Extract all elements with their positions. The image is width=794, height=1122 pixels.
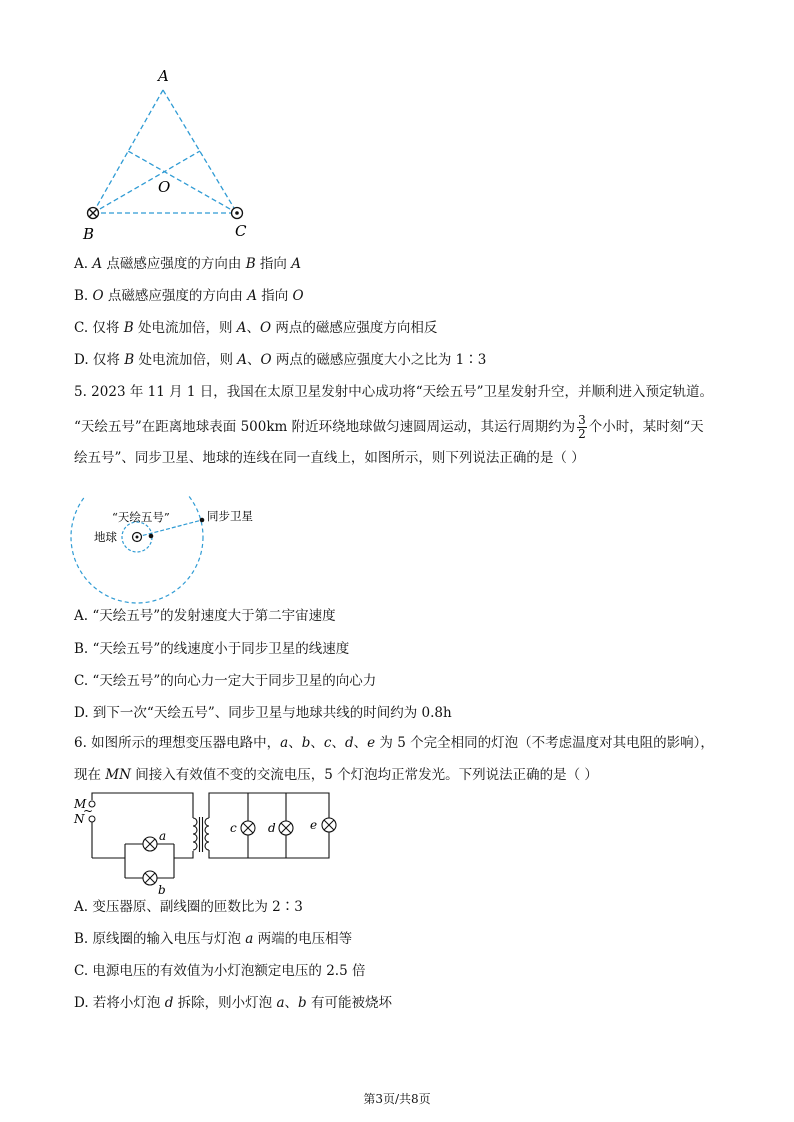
label-e: e (310, 818, 318, 832)
text-run: 、 (247, 352, 261, 368)
text-run: 为 5 个完全相同的灯泡（不考虑温度对其电阻的影响）， (375, 735, 714, 751)
tianhui-satellite-dot (149, 534, 154, 539)
text-run: 、 (284, 995, 299, 1011)
text-run: 点磁感应强度的方向由 (103, 288, 248, 304)
text-run: 指向 (255, 256, 292, 272)
label-d: d (268, 821, 276, 835)
text-run: 现在 (74, 767, 106, 783)
text-run: 、 (288, 735, 302, 751)
q5-line-3: 绘五号”、同步卫星、地球的连线在同一直线上，如图所示，则下列说法正确的是（ ） (74, 450, 585, 466)
label-B: B (83, 225, 95, 243)
text-run: 有可能被烧坏 (306, 995, 392, 1011)
q5-orbit-figure (70, 496, 290, 616)
label-sync-satellite: 同步卫星 (207, 509, 253, 523)
text-run: D. (74, 352, 89, 368)
lamp-c-icon (241, 821, 255, 835)
label-b: b (158, 883, 166, 896)
variable: a (245, 931, 254, 947)
text-run: A. (74, 256, 89, 272)
q5-line-2 (74, 414, 704, 441)
label-c: c (230, 821, 237, 835)
q4-option-b (74, 286, 304, 306)
variable: A (291, 256, 301, 272)
text-run: 仅将 (88, 320, 124, 336)
variable: b (301, 735, 311, 751)
lamp-a-icon (143, 837, 157, 851)
variable: B (245, 256, 256, 272)
q6-option-a (74, 897, 303, 917)
q5-line-2-post: 个小时，某时刻“天 (588, 419, 704, 435)
text-run: 两点的磁感应强度大小之比为 1∶3 (271, 352, 487, 368)
q6-option-c (74, 961, 365, 981)
label-earth: 地球 (94, 530, 117, 544)
variable: A (237, 352, 247, 368)
variable: c (323, 735, 332, 751)
text-run: A. 变压器原、副线圈的匝数比为 2∶3 (74, 899, 303, 915)
variable: A (92, 256, 103, 272)
text-run: B. 原线圈的输入电压与灯泡 (74, 931, 246, 947)
label-A: A (158, 67, 169, 85)
lamp-e-icon (322, 818, 336, 832)
variable: A (247, 288, 257, 304)
text-run: 、 (353, 735, 368, 751)
label-M: M (74, 797, 87, 811)
variable: MN (105, 767, 131, 783)
variable: e (367, 735, 376, 751)
variable: B (123, 320, 134, 336)
lamp-b-icon (143, 871, 157, 885)
lamp-d-icon (279, 821, 293, 835)
text-run: D. 若将小灯泡 (74, 995, 165, 1011)
text-run: 处电流加倍，则 (133, 320, 237, 336)
text-run: B. (74, 288, 89, 304)
label-a: a (159, 829, 167, 843)
text-run: 指向 (256, 288, 293, 304)
q6-line-1 (74, 733, 714, 753)
variable: a (276, 995, 285, 1011)
q5-line-2-pre: “天绘五号”在距离地球表面 500km 附近环绕地球做匀速圆周运动，其运行周期约为 (74, 419, 576, 435)
q6-option-b (74, 929, 352, 949)
variable: O (92, 288, 104, 304)
text-run: 6. 如图所示的理想变压器电路中， (74, 735, 281, 751)
variable: A (236, 320, 247, 336)
text-run: 、 (246, 320, 260, 336)
text-run: 拆除，则小灯泡 (173, 995, 277, 1011)
text-run: 两点的磁感应强度方向相反 (271, 320, 438, 336)
variable: O (260, 320, 272, 336)
q6-option-d (74, 993, 392, 1013)
page-footer: 第3页/共8页 (363, 1092, 431, 1106)
q5-option-b: B. “天绘五号”的线速度小于同步卫星的线速度 (74, 641, 350, 657)
label-tianhui: “天绘五号” (112, 510, 170, 524)
fraction-numerator: 3 (578, 413, 586, 427)
variable: a (280, 735, 289, 751)
text-run: 仅将 (88, 352, 125, 368)
variable: d (164, 995, 174, 1011)
label-O: O (158, 178, 171, 196)
earth-icon (133, 533, 142, 542)
variable: O (292, 288, 304, 304)
q4-option-d (74, 350, 486, 370)
variable: d (344, 735, 354, 751)
text-run: 间接入有效值不变的交流电压，5 个灯泡均正常发光。下列说法正确的是（ ） (130, 767, 598, 783)
q4-option-a (74, 254, 301, 274)
q4-option-c (74, 318, 437, 338)
period-fraction (577, 414, 587, 441)
q4-triangle-figure (78, 64, 258, 244)
q6-line-2 (74, 765, 598, 785)
label-tilde: ~ (83, 804, 94, 818)
fraction-denominator: 2 (578, 427, 586, 441)
text-run: C. 电源电压的有效值为小灯泡额定电压的 2.5 倍 (74, 963, 366, 979)
variable: B (124, 352, 135, 368)
text-run: 两端的电压相等 (253, 931, 353, 947)
q5-line-1: 5. 2023 年 11 月 1 日，我国在太原卫星发射中心成功将“天绘五号”卫星发射升空，并顺利进入预定轨道。 (74, 384, 714, 400)
text-run: 点磁感应强度的方向由 (102, 256, 246, 272)
label-C: C (235, 222, 247, 240)
text-run: 处电流加倍，则 (134, 352, 238, 368)
variable: b (298, 995, 307, 1011)
variable: O (260, 352, 272, 368)
text-run: 、 (310, 735, 324, 751)
q5-option-a: A. “天绘五号”的发射速度大于第二宇宙速度 (74, 608, 336, 624)
text-run: 、 (331, 735, 345, 751)
label-N: N (74, 812, 85, 826)
wire-into-page-icon (88, 208, 99, 219)
sync-satellite-dot (200, 518, 205, 523)
wire-out-of-page-icon (232, 208, 243, 219)
q6-transformer-circuit (70, 788, 350, 896)
text-run: C. (74, 320, 89, 336)
q5-option-d: D. 到下一次“天绘五号”、同步卫星与地球共线的时间约为 0.8h (74, 705, 452, 721)
q5-option-c: C. “天绘五号”的向心力一定大于同步卫星的向心力 (74, 673, 377, 689)
